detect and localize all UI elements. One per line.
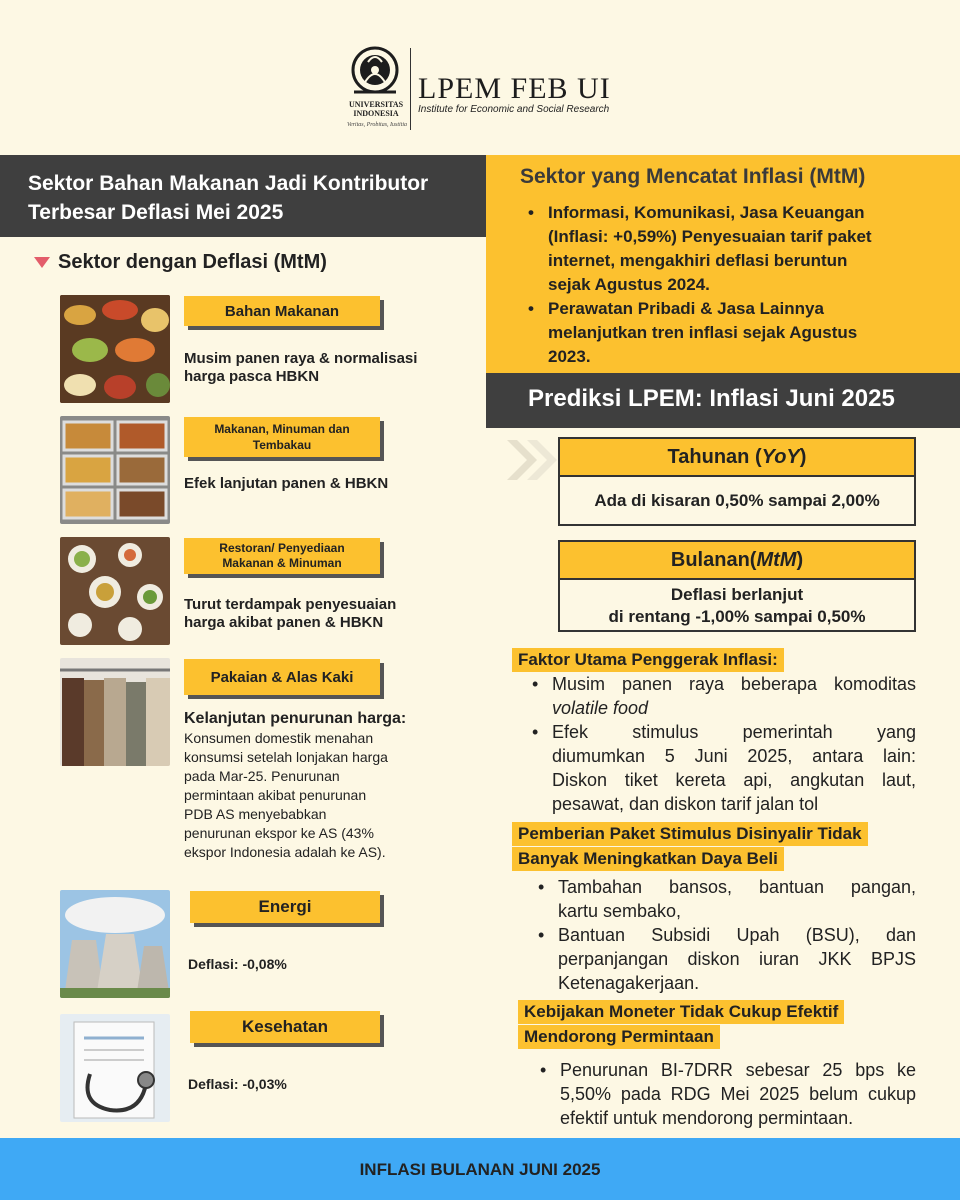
list-item-line: • Bantuan Subsidi Upah (BSU), dan [558,925,916,945]
list-item-line: diumumkan 5 Juni 2025, antara lain: [552,746,916,766]
sector-body-line: PDB AS menyebabkan [184,806,327,822]
list-item-line: perpanjangan diskon iuran JKK BPJS [558,949,916,969]
sector-body-pakaian [184,729,424,862]
sector-body-line: ekspor Indonesia adalah ke AS). [184,844,386,860]
factor-list-2 [536,875,916,995]
sector-desc-line: Efek lanjutan panen & HBKN [184,475,389,492]
sector-desc-makanan-minuman [184,475,388,493]
chevrons-right-icon [505,438,561,482]
list-item-line: pesawat, dan diskon tarif jalan tol [552,794,819,814]
mtm-value-line: Deflasi berlanjut [670,585,804,604]
list-item-line: kartu sembako, [558,901,682,921]
list-item-line: melanjutkan tren inflasi sejak Agustus [548,323,858,342]
clothes-rack-photo [60,658,170,766]
university-emblem-icon [346,44,404,100]
sector-body-line: penurunan ekspor ke AS (43% [184,825,374,841]
sector-desc-line: harga akibat panen & HBKN [184,614,384,631]
sector-tag-restoran [184,538,380,574]
mtm-label-em: MtM [756,549,797,571]
deflation-heading-label: Sektor dengan Deflasi (MtM) [58,251,327,273]
cooling-towers-photo [60,890,170,998]
list-item-line: • Efek stimulus pemerintah yang [552,722,916,742]
list-item-line: • Perawatan Pribadi & Jasa Lainnya [548,299,824,318]
sector-body-line: Konsumen domestik menahan [184,730,374,746]
sector-tag-label: Pakaian & Alas Kaki [210,668,354,686]
sector-tag-label: Restoran/ Penyediaan [219,541,345,555]
list-item-line: volatile food [552,698,649,718]
list-item [536,875,916,923]
list-item [538,1058,916,1130]
sector-desc-kesehatan [188,1075,287,1093]
list-item-line: sejak Agustus 2024. [548,275,710,294]
factor-heading-2a: Pemberian Paket Stimulus Disinyalir Tidak [512,822,868,846]
list-item-line: • Musim panen raya beberapa komoditas [552,674,916,694]
inflation-sectors-panel [486,155,960,373]
sector-desc-energi [188,955,287,973]
dining-table-photo [60,537,170,645]
list-item-line: Ketenagakerjaan. [558,973,700,993]
list-item-line: 2023. [548,347,591,366]
left-title-banner [0,155,486,237]
triangle-down-icon [34,257,50,268]
sector-desc-line: harga pasca HBKN [184,368,320,385]
sector-tag-label: Makanan & Minuman [222,556,342,570]
deflation-heading [34,251,327,274]
yoy-label: Tahunan ( [667,446,762,468]
university-motto: Veritas, Probitas, Iustitia [346,122,408,128]
sector-tag-label: Energi [258,897,312,916]
list-item-line: (Inflasi: +0,59%) Penyesuaian tarif paket [548,227,872,246]
university-name: UNIVERSITAS INDONESIA [348,100,404,118]
mtm-prediction-box [558,540,916,632]
yoy-box-header [560,439,914,477]
sector-desc-pakaian [184,710,406,728]
org-name: LPEM FEB UI [418,72,611,105]
sector-tag-label: Tembakau [252,438,312,452]
yoy-prediction-box [558,437,916,526]
list-item-line: efektif untuk mendorong permintaan. [560,1108,854,1128]
food-market-photo [60,295,170,403]
list-item-line: • Penurunan BI-7DRR sebesar 25 bps ke [560,1060,916,1080]
sector-desc-line: Turut terdampak penyesuaian [184,596,397,613]
sector-desc-bahan-makanan [184,350,417,386]
mtm-value-line: di rentang -1,00% sampai 0,50% [608,607,866,626]
list-item [530,720,916,816]
footer-banner [0,1138,960,1200]
list-item [520,297,950,369]
list-item [520,201,950,297]
mtm-label-suffix: ) [796,549,804,571]
sector-desc-restoran [184,596,396,632]
list-item [530,672,916,720]
org-subtitle: Institute for Economic and Social Research [418,104,610,115]
factor-list-1 [530,672,916,816]
mtm-label: Bulanan( [670,549,757,571]
sector-desc-line: Deflasi: -0,08% [188,956,287,972]
yoy-label-em: YoY [761,446,800,468]
sector-desc-line: Musim panen raya & normalisasi [184,350,418,367]
sector-tag-bahan-makanan [184,296,380,326]
sector-tag-energi [190,891,380,923]
mtm-value [560,580,914,628]
left-title-line-1: Sektor Bahan Makanan Jadi Kontributor [28,172,429,195]
mtm-box-header [560,542,914,580]
stethoscope-photo [60,1014,170,1122]
sector-tag-pakaian [184,659,380,695]
list-item-line: • Informasi, Komunikasi, Jasa Keuangan [548,203,865,222]
logo-divider [410,48,411,130]
yoy-value: Ada di kisaran 0,50% sampai 2,00% [594,491,880,510]
list-item-line: 5,50% pada RDG Mei 2025 belum cukup [560,1084,916,1104]
yoy-label-suffix: ) [799,446,807,468]
inflation-sectors-title: Sektor yang Mencatat Inflasi (MtM) [520,165,866,188]
prediction-title: Prediksi LPEM: Inflasi Juni 2025 [528,385,895,412]
footer-text: INFLASI BULANAN JUNI 2025 [359,1160,601,1179]
inflation-sectors-list [520,201,950,369]
factor-heading-1: Faktor Utama Penggerak Inflasi: [512,648,784,672]
factor-heading-3a: Kebijakan Moneter Tidak Cukup Efektif [518,1000,844,1024]
sector-tag-makanan-minuman-tembakau [184,417,380,457]
factor-heading-2b: Banyak Meningkatkan Daya Beli [512,847,784,871]
list-item-line: Diskon tiket kereta api, angkutan laut, [552,770,916,790]
buffet-trays-photo [60,416,170,524]
sector-body-line: pada Mar-25. Penurunan [184,768,340,784]
sector-tag-label: Bahan Makanan [224,302,340,320]
left-title-line-2: Terbesar Deflasi Mei 2025 [28,201,284,224]
prediction-title-bar [486,373,960,428]
sector-tag-label: Makanan, Minuman dan [214,422,350,436]
sector-body-line: konsumsi setelah lonjakan harga [184,749,388,765]
list-item [536,923,916,995]
sector-desc-line: Kelanjutan penurunan harga: [184,710,407,727]
sector-tag-kesehatan [190,1011,380,1043]
factor-list-3 [538,1058,916,1130]
list-item-line: internet, mengakhiri deflasi beruntun [548,251,848,270]
header [0,0,960,155]
list-item-line: • Tambahan bansos, bantuan pangan, [558,877,916,897]
sector-body-line: permintaan akibat penurunan [184,787,367,803]
sector-tag-label: Kesehatan [242,1017,328,1036]
factor-heading-3b: Mendorong Permintaan [518,1025,720,1049]
sector-desc-line: Deflasi: -0,03% [188,1076,287,1092]
